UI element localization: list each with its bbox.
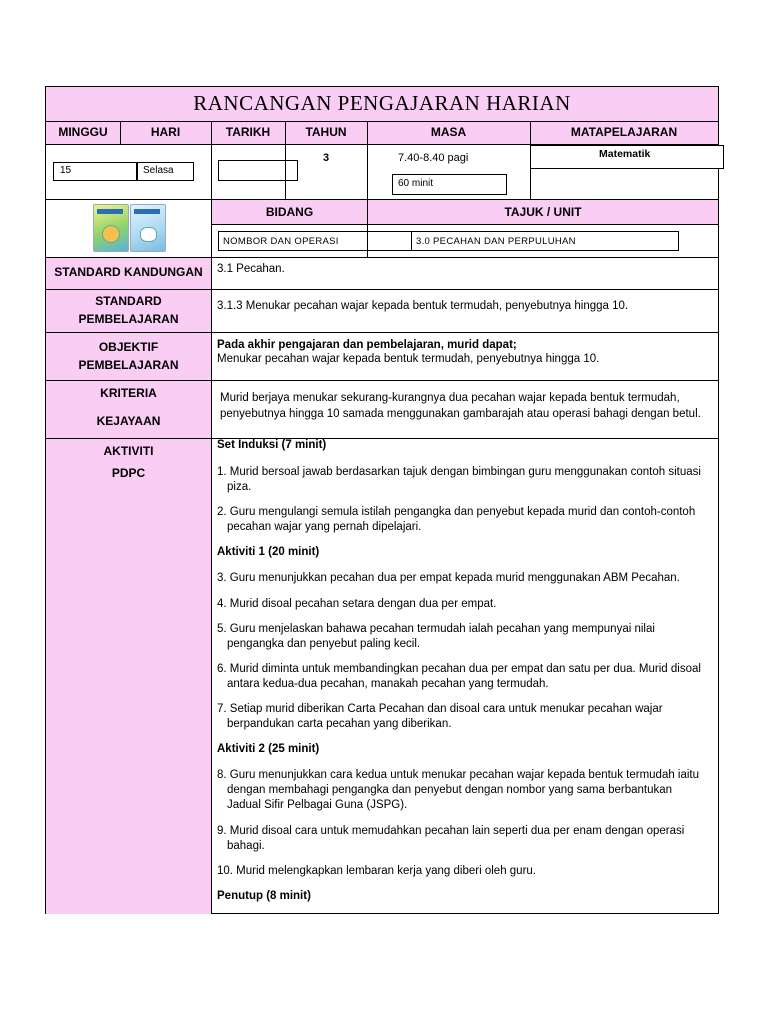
header-tarikh: TARIKH: [225, 125, 271, 139]
aktiviti-content: [217, 439, 717, 909]
activity-item-1: 1. Murid bersoal jawab berdasarkan tajuk dengan bimbingan guru menggunakan contoh situasi piza.: [217, 466, 701, 493]
standard-kandungan-label: STANDARD KANDUNGAN: [54, 265, 203, 279]
activity-item-5: 5. Guru menjelaskan bahawa pecahan termudah ialah pecahan yang mempunyai nilai pengangka dan penyebut paling kecil.: [217, 623, 655, 650]
kriteria-label-2: KEJAYAAN: [96, 414, 161, 428]
objektif-label-2: PEMBELAJARAN: [78, 358, 179, 372]
document-title: RANCANGAN PENGAJARAN HARIAN: [193, 91, 571, 115]
tajuk-value: 3.0 PECAHAN DAN PERPULUHAN: [411, 231, 679, 251]
aktiviti-2-heading: Aktiviti 2 (25 minit): [217, 743, 320, 755]
objektif-intro: Pada akhir pengajaran dan pembelajaran, murid dapat;: [217, 339, 517, 351]
header-minggu: MINGGU: [58, 125, 108, 139]
lesson-plan-document: [45, 86, 719, 914]
matapelajaran-value: Matematik: [530, 145, 724, 169]
hari-value: Selasa: [137, 162, 194, 181]
aktiviti-1-heading: Aktiviti 1 (20 minit): [217, 546, 320, 558]
set-induksi-heading: Set Induksi (7 minit): [217, 439, 327, 451]
aktiviti-label-2: PDPC: [111, 466, 146, 480]
objektif-text: Menukar pecahan wajar kepada bentuk termudah, penyebutnya hingga 10.: [217, 353, 600, 365]
activity-item-9: 9. Murid disoal cara untuk memudahkan pecahan lain seperti dua per enam dengan operasi bahagi.: [217, 825, 685, 852]
tarikh-value: [218, 160, 298, 181]
textbook-cover-icon: [93, 204, 129, 252]
activity-item-8: 8. Guru menunjukkan cara kedua untuk menukar pecahan wajar kepada bentuk termudah iaitu dengan membahagi pengangka dan penyebut dengan nombor yang sama berbantukan Jadual Sifir Pelbagai Guna (JSPG).: [217, 769, 700, 811]
standard-pembelajaran-text: 3.1.3 Menukar pecahan wajar kepada bentuk termudah, penyebutnya hingga 10.: [217, 300, 629, 312]
penutup-heading: Penutup (8 minit): [217, 890, 311, 902]
activity-item-6: 6. Murid diminta untuk membandingkan pecahan dua per empat dan satu per dua. Murid disoal antara kedua-dua pecahan, manakah pecahan yang termudah.: [217, 663, 701, 690]
aktiviti-label-1: AKTIVITI: [103, 444, 154, 458]
activity-item-3: 3. Guru menunjukkan pecahan dua per empat kepada murid menggunakan ABM Pecahan.: [217, 572, 680, 584]
minggu-value: 15: [53, 162, 137, 181]
kriteria-label-1: KRITERIA: [100, 386, 157, 400]
durasi-value: 60 minit: [392, 174, 507, 195]
header-matapelajaran: MATAPELAJARAN: [570, 125, 678, 139]
header-tajuk: TAJUK / UNIT: [504, 205, 582, 219]
masa-value: 7.40-8.40 pagi: [398, 152, 469, 164]
title-bar: [46, 87, 718, 121]
activity-item-7: 7. Setiap murid diberikan Carta Pecahan dan disoal cara untuk menukar pecahan wajar berpandukan carta pecahan yang diberikan.: [217, 703, 663, 730]
tahun-value: 3: [323, 152, 330, 164]
bidang-value: NOMBOR DAN OPERASI: [218, 231, 412, 251]
activity-item-2: 2. Guru mengulangi semula istilah pengangka dan penyebut kepada murid dan contoh-contoh pecahan wajar yang pernah dipelajari.: [217, 506, 696, 533]
standard-pembelajaran-label-2: PEMBELAJARAN: [78, 312, 179, 326]
header-tahun: TAHUN: [305, 125, 347, 139]
activity-item-4: 4. Murid disoal pecahan setara dengan dua per empat.: [217, 598, 497, 610]
activity-book-cover-icon: [130, 204, 166, 252]
book-images: [46, 200, 211, 257]
header-hari: HARI: [150, 125, 181, 139]
standard-kandungan-text: 3.1 Pecahan.: [217, 263, 285, 275]
standard-pembelajaran-label-1: STANDARD: [95, 294, 162, 308]
kriteria-line-2: penyebutnya hingga 10 samada menggunakan gambarajah atau operasi bahagi dengan betul.: [220, 408, 701, 420]
header-masa: MASA: [430, 125, 467, 139]
activity-item-10: 10. Murid melengkapkan lembaran kerja yang diberi oleh guru.: [217, 865, 536, 877]
header-bidang: BIDANG: [265, 205, 314, 219]
objektif-label-1: OBJEKTIF: [98, 340, 159, 354]
kriteria-line-1: Murid berjaya menukar sekurang-kurangnya dua pecahan wajar kepada bentuk termudah,: [220, 392, 680, 404]
